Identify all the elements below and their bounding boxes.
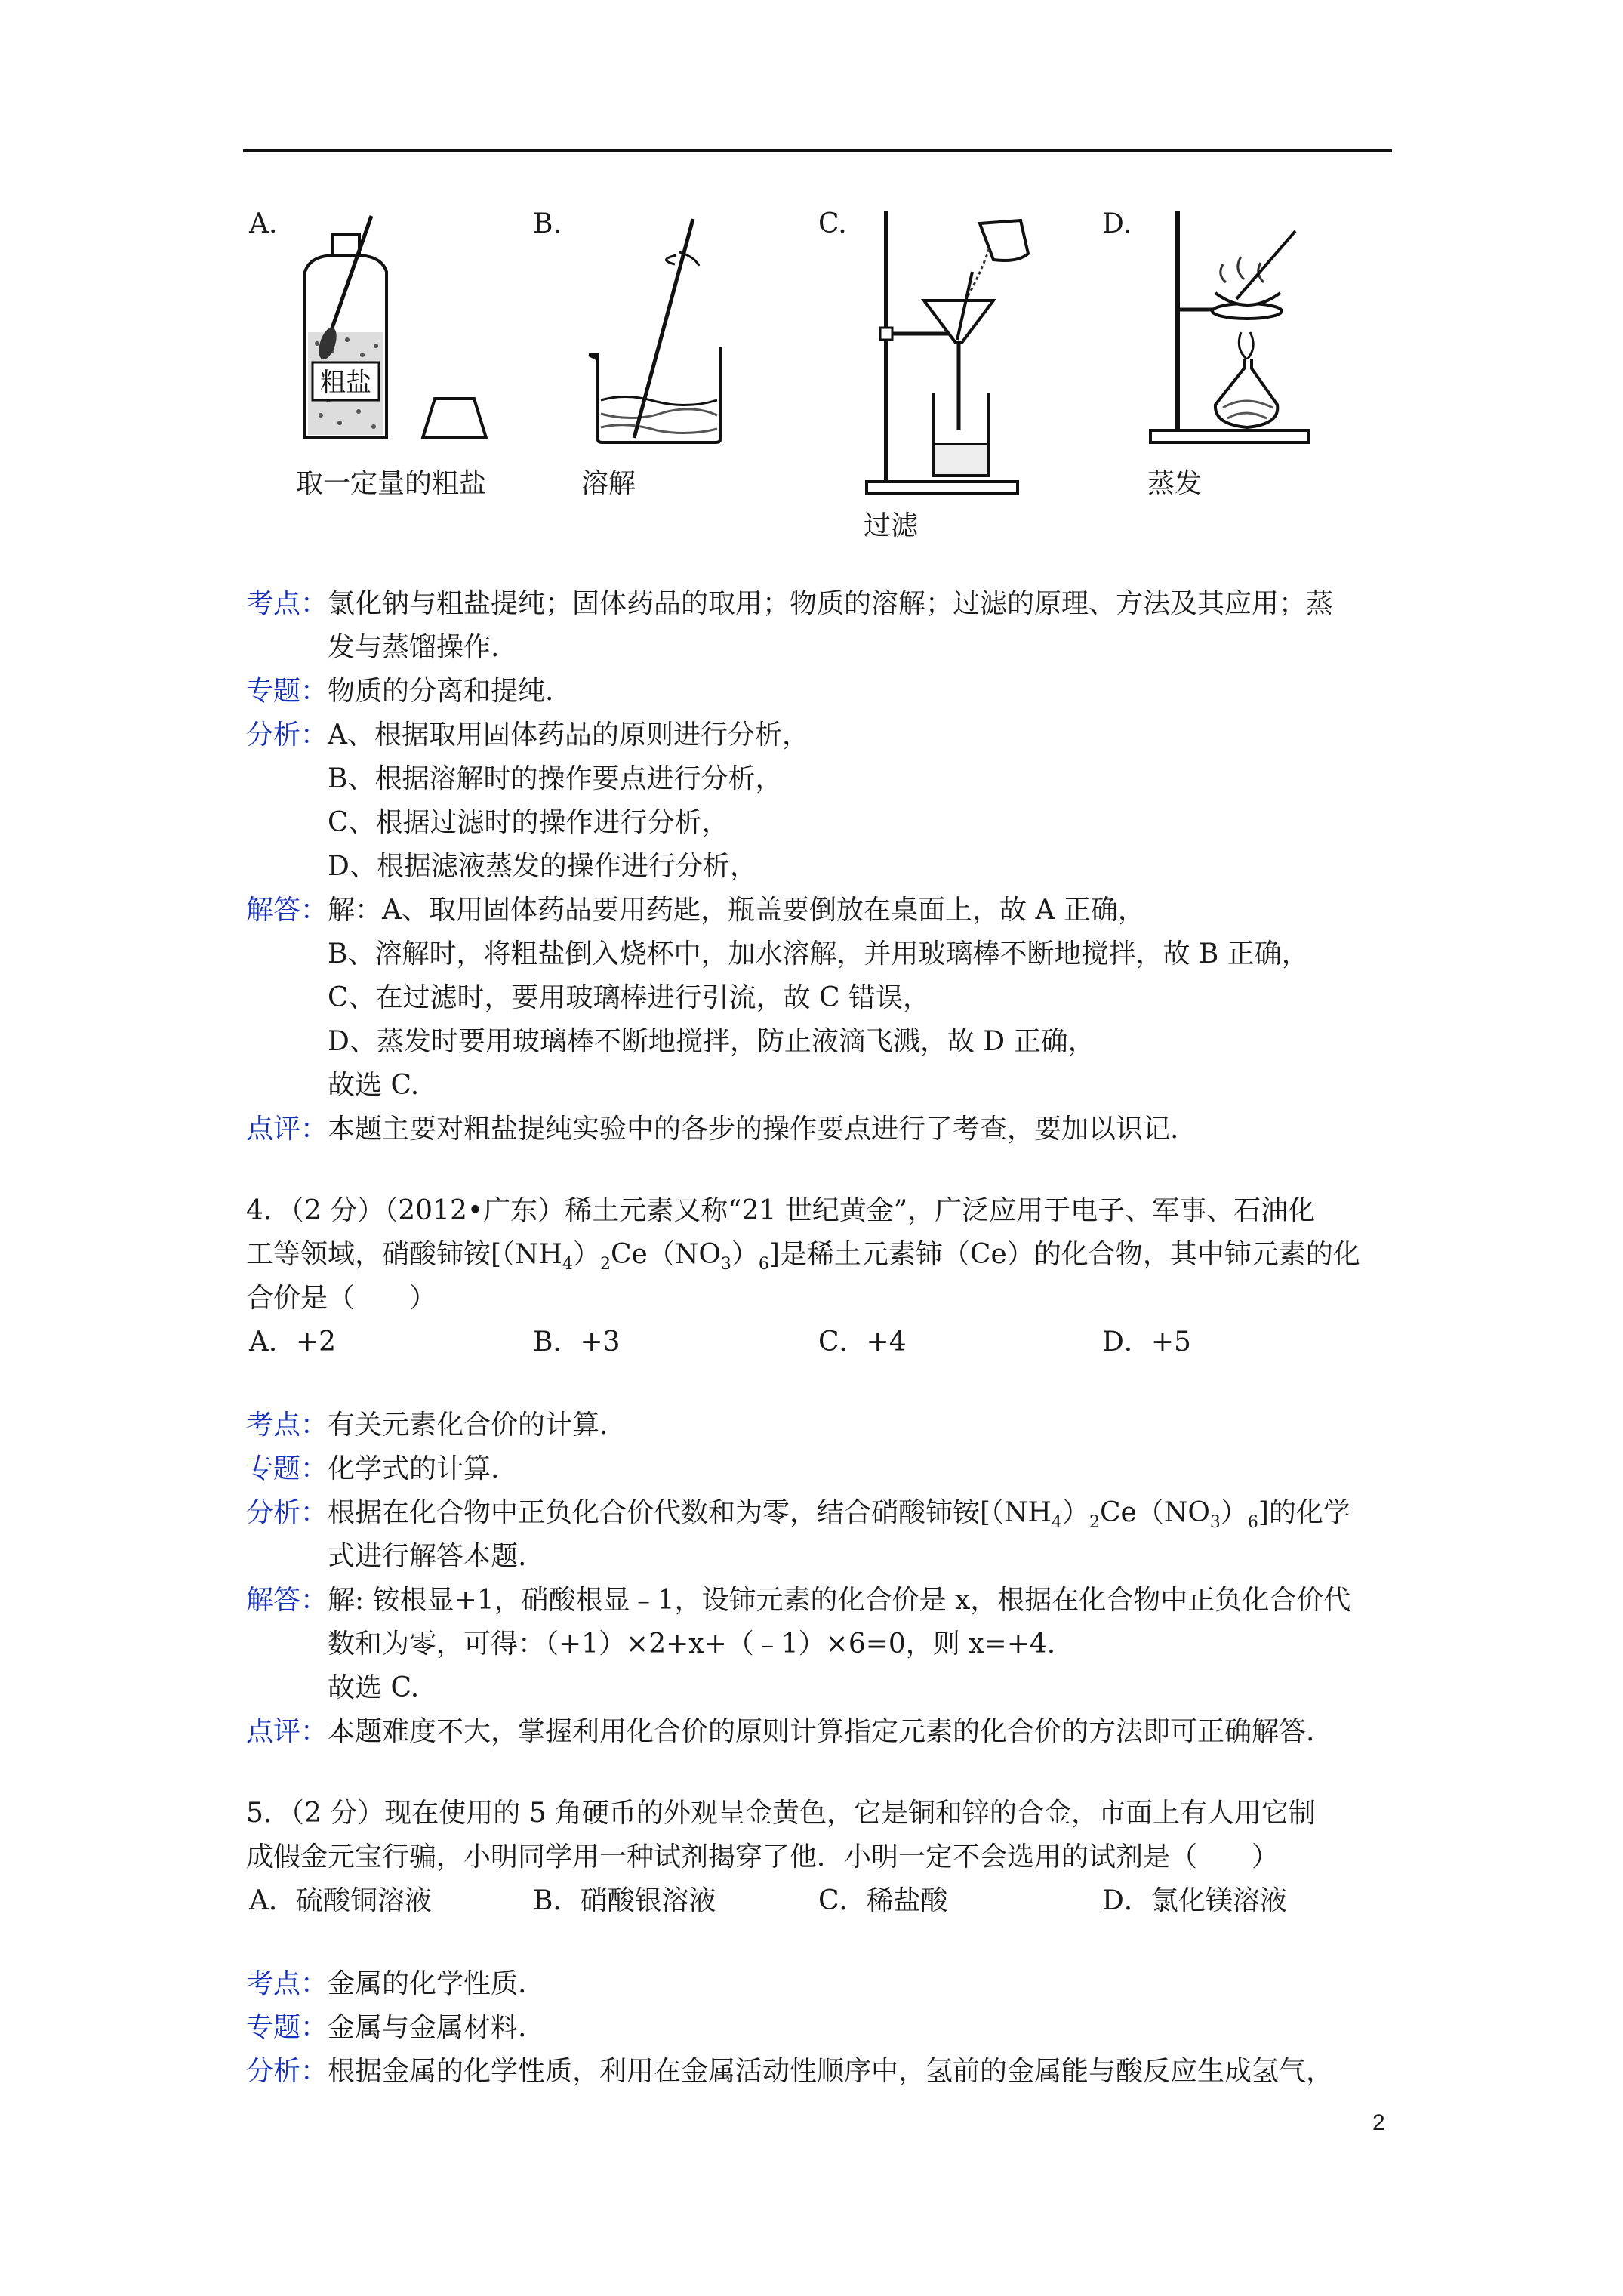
q3-fenxi-d: D、根据滤液蒸发的操作进行分析， (328, 851, 757, 882)
q4-stem-line1: 4．（2 分）（2012•广东）稀土元素又称“21 世纪黄金”，广泛应用于电子、军事、石油化 (246, 1195, 1316, 1226)
q4-zhuanti: 专题：化学式的计算. (246, 1453, 500, 1484)
q4-option-a: A．+2 (249, 1327, 337, 1358)
q5-option-d: D．氯化镁溶液 (1102, 1885, 1287, 1916)
q3-jieda: 解答：解：A、取用固体药品要用药匙，瓶盖要倒放在桌面上，故 A 正确， (246, 895, 1145, 926)
q4-jieda-answer: 故选 C. (328, 1672, 420, 1703)
q5-fenxi: 分析：根据金属的化学性质，利用在金属活动性顺序中，氢前的金属能与酸反应生成氢气， (246, 2056, 1334, 2087)
figure-c-filtration (861, 204, 1049, 498)
q5-kaodian: 考点：金属的化学性质. (246, 1968, 527, 1999)
q3-kaodian: 考点：氯化钠与粗盐提纯；固体药品的取用；物质的溶解；过滤的原理、方法及其应用；蒸 (246, 588, 1334, 619)
q3-jieda-b: B、溶解时，将粗盐倒入烧杯中，加水溶解，并用玻璃棒不断地搅拌，故 B 正确， (328, 938, 1309, 969)
figure-d-caption: 蒸发 (1147, 468, 1203, 499)
q4-jieda: 解答：解: 铵根显+1，硝酸根显﹣1，设铈元素的化合价是 x，根据在化合物中正负化合价代 (246, 1585, 1351, 1616)
q3-jieda-answer: 故选 C. (328, 1070, 420, 1101)
figure-a-jar-spoon (287, 211, 506, 453)
q3-jieda-d: D、蒸发时要用玻璃棒不断地搅拌，防止液滴飞溅，故 D 正确， (328, 1026, 1095, 1057)
header-rule (243, 149, 1392, 152)
q4-option-c: C．+4 (818, 1327, 907, 1358)
q4-kaodian: 考点：有关元素化合价的计算. (246, 1410, 608, 1441)
q4-option-b: B．+3 (533, 1327, 621, 1358)
figure-a-jar-label: 粗盐 (320, 368, 371, 398)
figure-a-caption: 取一定量的粗盐 (296, 468, 487, 499)
figure-d-evaporation (1147, 204, 1329, 453)
q4-fenxi-cont: 式进行解答本题. (328, 1541, 527, 1572)
q5-option-c: C．稀盐酸 (818, 1885, 948, 1916)
figure-b-beaker-rod (581, 211, 747, 453)
figure-c-letter: C. (818, 208, 847, 239)
figure-b-caption: 溶解 (581, 468, 636, 499)
q5-option-b: B．硝酸银溶液 (533, 1885, 716, 1916)
figure-d-letter: D. (1102, 208, 1132, 239)
q3-fenxi-c: C、根据过滤时的操作进行分析， (328, 807, 729, 838)
figure-b-letter: B. (533, 208, 562, 239)
page-number: 2 (1372, 2110, 1385, 2135)
figure-c-caption: 过滤 (864, 510, 919, 541)
q4-option-d: D．+5 (1102, 1327, 1191, 1358)
q3-fenxi: 分析：A、根据取用固体药品的原则进行分析， (246, 720, 810, 750)
q5-stem-line2: 成假金元宝行骗，小明同学用一种试剂揭穿了他．小明一定不会选用的试剂是（ ） (246, 1841, 1280, 1872)
q4-dianping: 点评：本题难度不大，掌握利用化合价的原则计算指定元素的化合价的方法即可正确解答. (246, 1716, 1315, 1747)
q5-stem-line1: 5．（2 分）现在使用的 5 角硬币的外观呈金黄色，它是铜和锌的合金，市面上有人用它制 (246, 1798, 1317, 1829)
q4-fenxi: 分析：根据在化合物中正负化合价代数和为零，结合硝酸铈铵$[(NH_4)_2Ce(NO_3)_6]$的化学 (246, 1497, 1350, 1533)
q3-fenxi-b: B、根据溶解时的操作要点进行分析， (328, 763, 783, 794)
q4-stem-line3: 合价是（ ） (246, 1283, 437, 1314)
q3-dianping: 点评：本题主要对粗盐提纯实验中的各步的操作要点进行了考查，要加以识记. (246, 1114, 1179, 1145)
q4-jieda-cont: 数和为零，可得：（+1）×2+x+（﹣1）×6=0，则 x=+4. (328, 1629, 1056, 1660)
q3-zhuanti: 专题：物质的分离和提纯. (246, 676, 554, 707)
q3-kaodian-cont: 发与蒸馏操作. (328, 632, 500, 663)
q5-option-a: A．硫酸铜溶液 (249, 1885, 432, 1916)
q3-jieda-c: C、在过滤时，要用玻璃棒进行引流，故 C 错误， (328, 982, 930, 1013)
q5-zhuanti: 专题：金属与金属材料. (246, 2012, 527, 2043)
figure-a-letter: A. (249, 208, 278, 239)
q4-stem-line2: 工等领域，硝酸铈铵$[(NH_4)_2Ce(NO_3)_6]$是稀土元素铈（Ce）的化合物，其中铈元素的化 (246, 1239, 1360, 1274)
